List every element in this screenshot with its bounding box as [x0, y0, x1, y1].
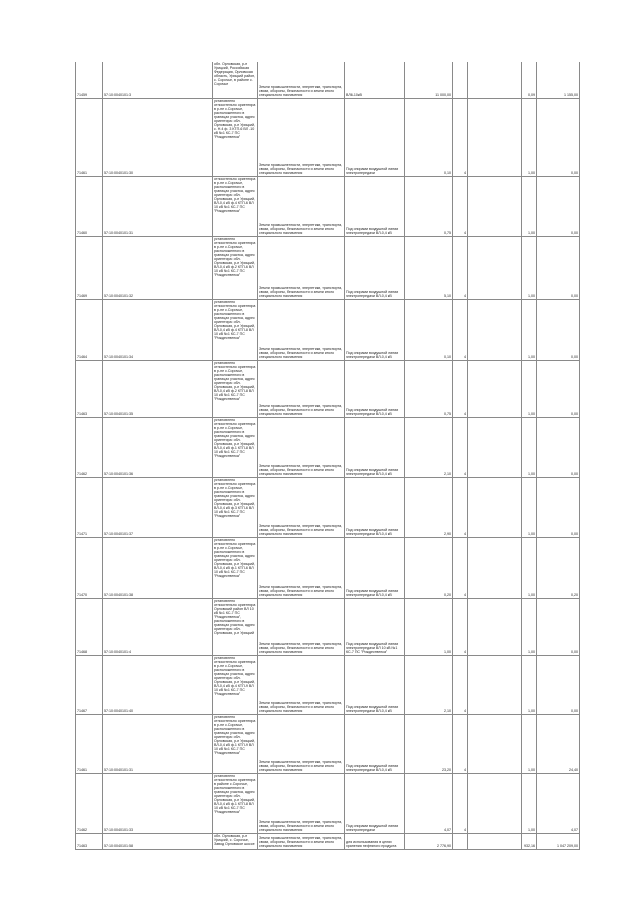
address: обл. Орловская, р-н Урицкий, с. Сорочье, Завод Орловское шоссе [213, 833, 258, 849]
empty-cell [468, 299, 522, 360]
row-id: 71469 [76, 236, 103, 299]
land-category: Земли промышленности, энергетики, транспорта, связи, обороны, безопасности и земли иного специального назначения [258, 477, 345, 537]
land-category: Земли промышленности, энергетики, транспорта, связи, обороны, безопасности и земли иного специального назначения [258, 299, 345, 360]
land-category: Земли промышленности, энергетики, транспорта, связи, обороны, безопасности и земли иного специального назначения [258, 537, 345, 598]
value: 0,00 [537, 655, 580, 714]
address: установлено относительно ориентира в р-не с.Сорочье, расположенного в границах участка, адрес ориентира: обл. Орловская, р-н Урицкий, ВЛ-0,4 кВ ф.2 КТП-8 ВЛ 10 кВ №1 КС-7 ПС "Рождественка" [213, 360, 258, 417]
land-category: Земли промышленности, энергетики, транспорта, связи, обороны, безопасности и земли иного специального назначения [258, 417, 345, 477]
value: 1 155,00 [537, 62, 580, 98]
empty-cell [468, 98, 522, 176]
value: 0,00 [537, 417, 580, 477]
value: 0,00 [537, 477, 580, 537]
coefficient-1: 4 [453, 714, 468, 773]
table-row [76, 598, 580, 655]
table-row [76, 299, 580, 360]
empty-cell [468, 236, 522, 299]
row-id: 71459 [76, 62, 103, 98]
address: относительно ориентира в р-не с.Сорочье, расположенного в границах участка, адрес ориентира: обл. Орловская, р-н Урицкий, ВЛ-0,4 кВ ф.4 КТП-6 ВЛ 10 кВ №1 КС-7 ПС "Рождественка" [213, 176, 258, 236]
permitted-use: Под опорами воздушной линии электропередачи ВЛ-0,4 кВ [345, 176, 405, 236]
row-id: 71461 [76, 98, 103, 176]
empty-cell [468, 773, 522, 833]
coefficient-1: 4 [453, 477, 468, 537]
coefficient-2: 1,00 [522, 236, 537, 299]
permitted-use: Под опорами воздушной линии электропередачи ВЛ-0,4 кВ [345, 714, 405, 773]
land-category: Земли промышленности, энергетики, транспорта, связи, обороны, безопасности и земли иного специального назначения [258, 360, 345, 417]
table-row [76, 655, 580, 714]
area: 0,20 [405, 537, 453, 598]
value: 0,00 [537, 176, 580, 236]
row-id: 71467 [76, 655, 103, 714]
coefficient-2: 1,00 [522, 360, 537, 417]
table-row [76, 477, 580, 537]
coefficient-2: 1,00 [522, 773, 537, 833]
area: 5,10 [405, 236, 453, 299]
permitted-use: Под опорами воздушной линии электропередачи ВЛ-0,4 кВ [345, 236, 405, 299]
land-category: Земли промышленности, энергетики, транспорта, связи, обороны, безопасности и земли иного специального назначения [258, 236, 345, 299]
permitted-use: Под опорами воздушной линии электропередачи ВЛ-0,4 кВ [345, 299, 405, 360]
table-body [76, 62, 580, 849]
table-row [76, 833, 580, 849]
coefficient-1 [453, 62, 468, 98]
coefficient-2: 1,00 [522, 598, 537, 655]
row-id: 71462 [76, 773, 103, 833]
value: 0,00 [537, 236, 580, 299]
empty-cell [468, 360, 522, 417]
coefficient-1: 4 [453, 236, 468, 299]
land-category: Земли промышленности, энергетики, транспорта, связи, обороны, безопасности и земли иного специального назначения [258, 833, 345, 849]
land-plots-table [75, 62, 580, 850]
area: 4,07 [405, 773, 453, 833]
cadastral-number: 57:10:0040101:32 [103, 236, 213, 299]
table-row [76, 176, 580, 236]
table-row [76, 417, 580, 477]
cadastral-number: 57:10:0040101:4 [103, 598, 213, 655]
area: 0,75 [405, 360, 453, 417]
area: 11 000,00 [405, 62, 453, 98]
coefficient-1: 4 [453, 773, 468, 833]
cadastral-number: 57:10:0040101:31 [103, 714, 213, 773]
coefficient-1: 4 [453, 537, 468, 598]
value: 24,40 [537, 714, 580, 773]
cadastral-number: 57:10:0040101:35 [103, 360, 213, 417]
land-category: Земли промышленности, энергетики, транспорта, связи, обороны, безопасности и земли иного специального назначения [258, 62, 345, 98]
coefficient-1: 4 [453, 299, 468, 360]
coefficient-2: 1,00 [522, 655, 537, 714]
coefficient-1: 4 [453, 417, 468, 477]
table-row [76, 98, 580, 176]
value: 0,00 [537, 598, 580, 655]
empty-cell [468, 477, 522, 537]
coefficient-2: 1,00 [522, 176, 537, 236]
row-id: 71460 [76, 176, 103, 236]
cadastral-number: 57:10:0040101:37 [103, 477, 213, 537]
coefficient-2: 1,00 [522, 477, 537, 537]
cadastral-number: 57:10:0040101:33 [103, 773, 213, 833]
land-category: Земли промышленности, энергетики, транспорта, связи, обороны, безопасности и земли иного специального назначения [258, 655, 345, 714]
coefficient-2: 0,09 [522, 62, 537, 98]
table-row [76, 236, 580, 299]
row-id: 71468 [76, 598, 103, 655]
row-id: 71470 [76, 537, 103, 598]
area: 1,00 [405, 598, 453, 655]
table-row [76, 537, 580, 598]
row-id: 71464 [76, 299, 103, 360]
empty-cell [468, 62, 522, 98]
cadastral-number: 57:10:0040101:36 [103, 417, 213, 477]
cadastral-number: 57:10:0040101:31 [103, 176, 213, 236]
address: обл. Орловская, р-н Урицкий, Российская Федерация, Орловская область, Урицкий район, с. Сорочье, в районе с. Сорочье [213, 62, 258, 98]
cadastral-number: 57:10:0040101:38 [103, 537, 213, 598]
value: 0,00 [537, 98, 580, 176]
empty-cell [468, 537, 522, 598]
coefficient-2: 1,00 [522, 714, 537, 773]
area: 2,90 [405, 477, 453, 537]
permitted-use: Под опорами воздушной линии электропередачи ВЛ-0,4 кВ [345, 537, 405, 598]
address: установлено относительно ориентира в р-не с.Сорочье, расположенного в границах участка, адрес ориентира: обл. Орловская, р-н Урицкий, ВЛ-0,4 кВ ф.4 КТП-8 ВЛ 10 кВ №1 КС-7 ПС "Рождественка" [213, 299, 258, 360]
empty-cell [468, 417, 522, 477]
area: 0,75 [405, 176, 453, 236]
land-category: Земли промышленности, энергетики, транспорта, связи, обороны, безопасности и земли иного специального назначения [258, 714, 345, 773]
address: установлено относительно ориентира в р-не с.Сорочье, расположенного в границах участка, адрес ориентира: обл. Орловская, р-н Урицкий, ВЛ-0,4 кВ ф.2 КТП-6 ВЛ 10 кВ №1 КС-7 ПС "Рождественка" [213, 236, 258, 299]
coefficient-1: 4 [453, 598, 468, 655]
address: установлено относительно ориентира в р-не с.Сорочье, расположенного в границах участка, адрес ориентира: обл. Орловская, р-н Урицкий, ВЛ-0,4 кВ ф.1 КТП-6 ВЛ 10 кВ №1 КС-7 ПС "Рождественка" [213, 537, 258, 598]
address: установлено относительно ориентира в р-не с.Сорочье, расположенного в границах участка, адрес ориентира: обл. Орловская, р-н Урицкий, ВЛ-0,4 кВ ф.1 КТП-9 ВЛ 10 кВ №1 КС-7 ПС "Рождественка" [213, 714, 258, 773]
address: установлено относительно ориентира Орловский район ВЛ 10 кВ №1 КС-7 ПС "Рождественка", расположенного в границах участка, адрес ориентира: обл. Орловская, р-н Урицкий [213, 598, 258, 655]
value: 1 047 209,00 [537, 833, 580, 849]
table-row [76, 714, 580, 773]
coefficient-1: 4 [453, 655, 468, 714]
cadastral-number: 57:10:0040101:3 [103, 62, 213, 98]
land-category: Земли промышленности, энергетики, транспорта, связи, обороны, безопасности и земли иного специального назначения [258, 98, 345, 176]
value: 0,00 [537, 299, 580, 360]
coefficient-2: 1,00 [522, 98, 537, 176]
empty-cell [468, 833, 522, 849]
coefficient-2: 1,00 [522, 537, 537, 598]
permitted-use: Под опорами воздушной линии электропередачи ВЛ-0,4 кВ [345, 417, 405, 477]
permitted-use: Под опорами воздушной линии электропередачи ВЛ-0,4 кВ [345, 655, 405, 714]
empty-cell [468, 655, 522, 714]
table-row [76, 62, 580, 98]
empty-cell [468, 714, 522, 773]
coefficient-2: 1,00 [522, 417, 537, 477]
coefficient-1: 4 [453, 98, 468, 176]
coefficient-2: 1,00 [522, 299, 537, 360]
coefficient-1: 4 [453, 360, 468, 417]
coefficient-2: 932,16 [522, 833, 537, 849]
table-row [76, 360, 580, 417]
address: установлено относительно ориентира в р-не с.Сорочье, расположенного в границах участка, адрес ориентира: обл. Орловская, р-н Урицкий, ВЛ-0,4 кВ ф.3 КТП-6 ВЛ 10 кВ №1 КС-7 ПС "Рождественка" [213, 477, 258, 537]
area: 2,10 [405, 655, 453, 714]
row-id: 71462 [76, 417, 103, 477]
empty-cell [468, 598, 522, 655]
permitted-use: для использования в целях хранения нефтяного продукта [345, 833, 405, 849]
cadastral-number: 57:10:0040101:30 [103, 98, 213, 176]
land-category: Земли промышленности, энергетики, транспорта, связи, обороны, безопасности и земли иного специального назначения [258, 773, 345, 833]
table-row [76, 773, 580, 833]
area: 2 776,90 [405, 833, 453, 849]
row-id: 71463 [76, 833, 103, 849]
land-category: Земли промышленности, энергетики, транспорта, связи, обороны, безопасности и земли иного специального назначения [258, 176, 345, 236]
land-category: Земли промышленности, энергетики, транспорта, связи, обороны, безопасности и земли иного специального назначения [258, 598, 345, 655]
value: 0,00 [537, 360, 580, 417]
permitted-use: Под опорами воздушной линии электропередачи ВЛ-0,4 кВ [345, 360, 405, 417]
permitted-use: Под опорами воздушной линии электропередачи ВЛ 10 кВ №1 КС-7 ПС "Рождественка" [345, 598, 405, 655]
area: 23,20 [405, 714, 453, 773]
area: 0,10 [405, 98, 453, 176]
address: установлено относительно ориентира в р-не с.Сорочье, расположенного в границах участка, адрес ориентира: обл. Орловская, р-н Урицкий, ВЛ-0,4 кВ ф.4 КТП-9 ВЛ 10 кВ №1 КС-7 ПС "Рождественка" [213, 655, 258, 714]
empty-cell [468, 176, 522, 236]
address: установлено относительно ориентира в р-не с.Сорочье, расположенного в границах участка, адрес ориентира: обл. Орловская, р-н Урицкий, ВЛ-0,4 кВ ф.1 КТП-8 ВЛ 10 кВ №1 КС-7 ПС "Рождественка" [213, 417, 258, 477]
address: установлено относительно ориентира в районе с.Сорочье, расположенного в границах участка, адрес ориентира: обл. Орловская, р-н Урицкий, ВЛ-0,4 кВ ф.1 КТП-8 ВЛ 10 кВ №1 КС-7 ПС "Рождественка" [213, 773, 258, 833]
area: 2,10 [405, 417, 453, 477]
cadastral-number: 57:10:0040101:40 [103, 655, 213, 714]
permitted-use: Под опорами воздушной линии электропередачи [345, 98, 405, 176]
cadastral-number: 57:10:0040101:58 [103, 833, 213, 849]
row-id: 71461 [76, 714, 103, 773]
coefficient-1: 4 [453, 176, 468, 236]
permitted-use: ВЛ6-10кВ [345, 62, 405, 98]
coefficient-1 [453, 833, 468, 849]
permitted-use: Под опорами воздушной линии электропередачи ВЛ-0,4 кВ [345, 477, 405, 537]
row-id: 71471 [76, 477, 103, 537]
value: 4,07 [537, 773, 580, 833]
area: 0,10 [405, 299, 453, 360]
row-id: 71463 [76, 360, 103, 417]
address: установлено относительно ориентира в р-не с.Сорочье, расположенного в границах участка, адрес ориентира: обл. Орловская, р-н Урицкий, с. Н.4 ф. 3 КТП-6 ВЛ -10 кВ №1 КС-7 ПС "Рождественка" [213, 98, 258, 176]
permitted-use: Под опорами воздушной линии электропередачи [345, 773, 405, 833]
cadastral-number: 57:10:0040101:34 [103, 299, 213, 360]
value: 0,20 [537, 537, 580, 598]
